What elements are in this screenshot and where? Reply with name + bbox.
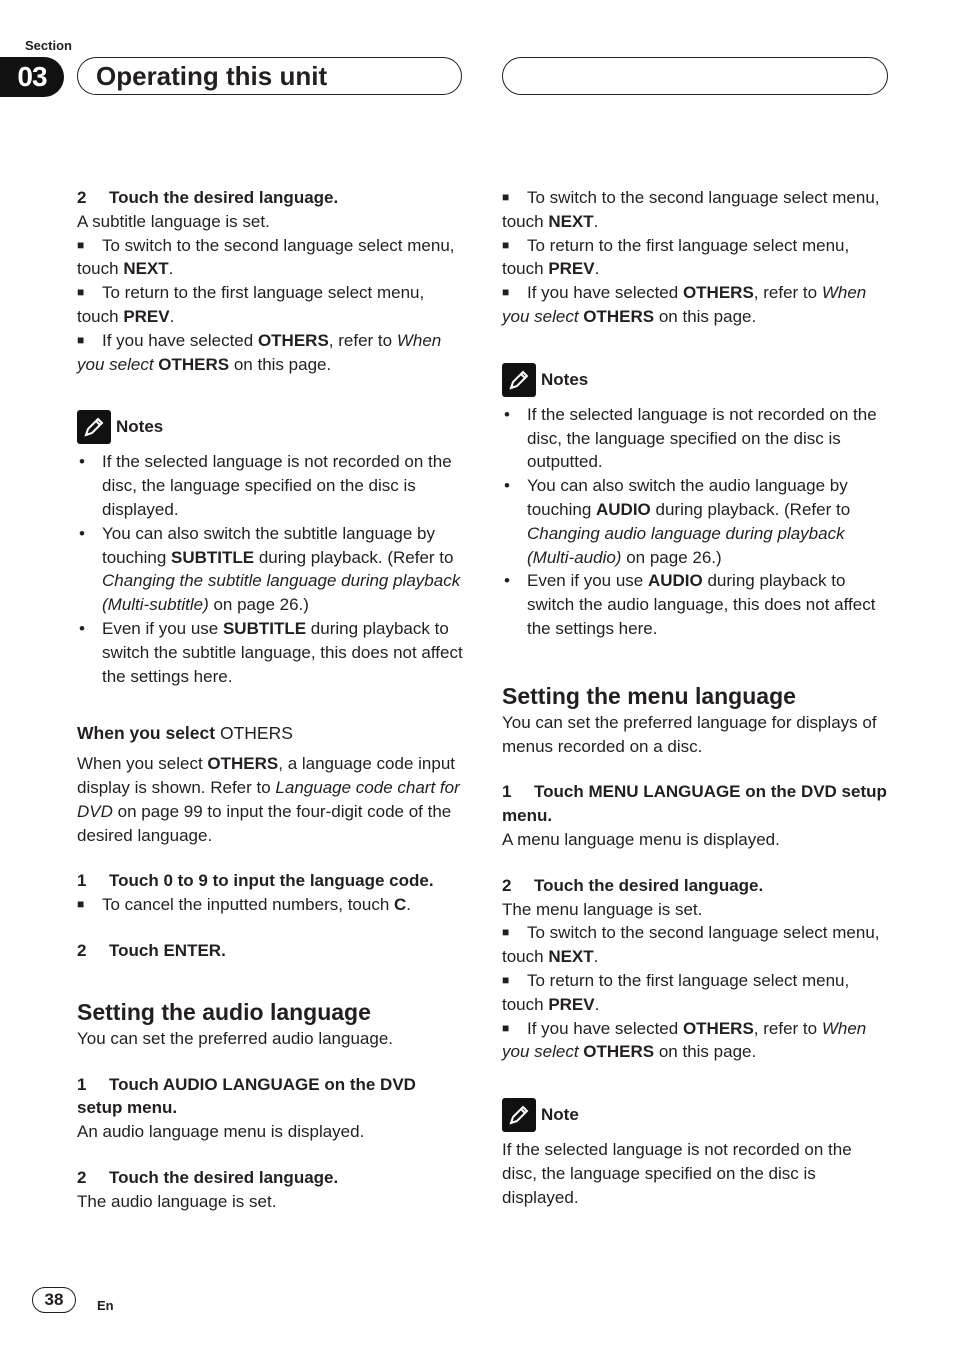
step-result: The audio language is set. <box>77 1191 277 1211</box>
notes-heading: Notes <box>502 363 888 397</box>
tip-others: ■ If you have selected OTHERS, refer to When you select OTHERS on this page. <box>77 330 442 374</box>
section-heading-audio: Setting the audio language <box>77 998 371 1025</box>
audio-step-2: 2 Touch the desired language. <box>77 1167 339 1187</box>
audio-step-1: 1 Touch AUDIO LANGUAGE on the DVD setup menu. <box>77 1074 416 1118</box>
notes-list <box>77 450 463 688</box>
note-item: • You can also switch the audio language by touching AUDIO during playback. (Refer to Changing audio language during playback (Multi-audio) on page 26.) <box>502 474 888 569</box>
tip-next: ■ To switch to the second language select menu, touch NEXT. <box>77 235 455 279</box>
tip-prev: ■ To return to the first language select menu, touch PREV. <box>502 235 850 279</box>
page-number: 38 <box>32 1287 76 1313</box>
section-number-badge: 03 <box>0 57 64 97</box>
step-result: A menu language menu is displayed. <box>502 829 780 849</box>
step-2-touch-enter: 2 Touch ENTER. <box>77 940 226 960</box>
note-item: • Even if you use SUBTITLE during playback to switch the subtitle language, this does not affect the settings here. <box>77 617 463 688</box>
language-label: En <box>97 1298 114 1313</box>
square-bullet-icon: ■ <box>502 972 510 987</box>
square-bullet-icon: ■ <box>502 190 510 204</box>
square-bullet-icon: ■ <box>77 285 85 300</box>
note-heading: Note <box>502 1098 888 1132</box>
square-bullet-icon: ■ <box>502 925 510 940</box>
notes-heading: Notes <box>77 410 463 444</box>
note-item: • If the selected language is not recorded on the disc, the language specified on the disc is displayed. <box>77 450 463 521</box>
pencil-note-icon <box>502 1098 536 1132</box>
tip-others: ■ If you have selected OTHERS, refer to When you select OTHERS on this page. <box>502 283 867 326</box>
step-1-touch-digits: 1 Touch 0 to 9 to input the language code. <box>77 871 434 891</box>
tip-others: ■ If you have selected OTHERS, refer to When you select OTHERS on this page. <box>502 1018 867 1062</box>
right-column <box>502 186 888 1210</box>
notes-list <box>502 403 888 641</box>
others-paragraph: When you select OTHERS, a language code input display is shown. Refer to Language code chart for DVD on page 99 to input the four-digit code of the desired language. <box>77 754 460 845</box>
step-2-touch-language: 2 Touch the desired language. <box>77 188 339 207</box>
square-bullet-icon: ■ <box>77 237 85 252</box>
square-bullet-icon: ■ <box>77 332 85 347</box>
square-bullet-icon: ■ <box>502 237 510 252</box>
tip-prev: ■ To return to the first language select menu, touch PREV. <box>77 283 425 326</box>
page-title: Operating this unit <box>77 57 462 95</box>
menu-step-2: 2 Touch the desired language. <box>502 875 764 895</box>
header-empty-pill <box>502 57 888 95</box>
note-item: • Even if you use AUDIO during playback to switch the audio language, this does not affect the settings here. <box>502 569 888 640</box>
tip-cancel: ■ To cancel the inputted numbers, touch C. <box>77 893 463 917</box>
audio-intro: You can set the preferred audio language. <box>77 1028 394 1048</box>
note-item: • If the selected language is not recorded on the disc, the language specified on the disc is outputted. <box>502 403 888 474</box>
section-heading-menu: Setting the menu language <box>502 682 796 709</box>
step-result: An audio language menu is displayed. <box>77 1122 365 1142</box>
step-result: The menu language is set. <box>502 899 703 919</box>
square-bullet-icon: ■ <box>77 897 85 912</box>
square-bullet-icon: ■ <box>502 285 510 300</box>
square-bullet-icon: ■ <box>502 1020 510 1035</box>
menu-step-1: 1 Touch MENU LANGUAGE on the DVD setup menu. <box>502 782 887 826</box>
pencil-note-icon <box>77 410 111 444</box>
menu-intro: You can set the preferred language for displays of menus recorded on a disc. <box>502 712 877 756</box>
pencil-note-icon <box>502 363 536 397</box>
note-paragraph: If the selected language is not recorded on the disc, the language specified on the disc is displayed. <box>502 1140 852 1207</box>
subsection-heading-others: When you select OTHERS <box>77 723 293 744</box>
step-result: A subtitle language is set. <box>77 211 270 231</box>
tip-next: ■ To switch to the second language select menu, touch NEXT. <box>502 923 880 967</box>
left-column <box>77 186 463 1214</box>
tip-next: ■ To switch to the second language select menu, touch NEXT. <box>502 188 880 231</box>
tip-prev: ■ To return to the first language select menu, touch PREV. <box>502 970 850 1014</box>
section-label: Section <box>25 38 72 53</box>
note-item: • You can also switch the subtitle language by touching SUBTITLE during playback. (Refer to Changing the subtitle language during playback (Multi-subtitle) on page 26.) <box>77 522 463 617</box>
